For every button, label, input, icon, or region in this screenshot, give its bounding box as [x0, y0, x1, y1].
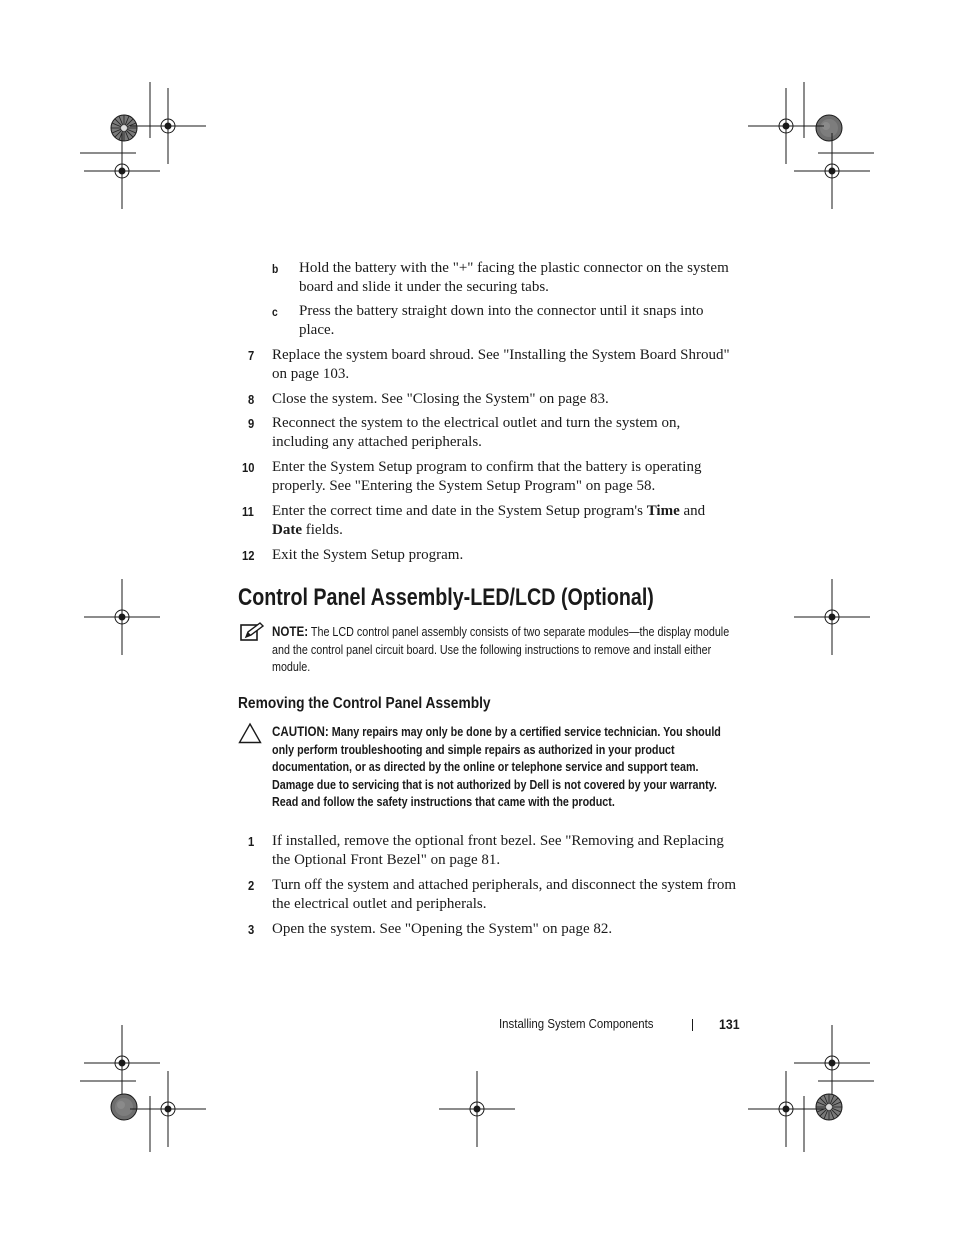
step-number: 3 — [248, 922, 255, 937]
step-text: Replace the system board shroud. See "Installing the System Board Shroud" on page 103. — [272, 347, 730, 382]
footer-chapter-title: Installing System Components — [499, 1016, 654, 1031]
step-text: Enter the correct time and date in the System Setup program's Time and Date fields. — [272, 503, 706, 538]
note-label: NOTE: — [272, 624, 309, 639]
step-number: 11 — [242, 504, 254, 519]
page-number: 131 — [719, 1016, 740, 1032]
step-text: Turn off the system and attached peripherals, and disconnect the system from the electrical outlet and peripherals. — [272, 877, 737, 912]
step-text: Reconnect the system to the electrical outlet and turn the system on, including any attached peripherals. — [272, 415, 681, 450]
subsection-heading: Removing the Control Panel Assembly — [238, 695, 491, 712]
step-number: 8 — [248, 392, 255, 407]
step-text: Press the battery straight down into the connector until it snaps into place. — [299, 303, 704, 338]
footer-divider — [692, 1019, 693, 1031]
step-text: If installed, remove the optional front bezel. See "Removing and Replacing the Optional Front Bezel" on page 81. — [272, 833, 724, 868]
step-number: 7 — [248, 348, 255, 363]
field-name-time: Time — [646, 503, 680, 519]
step-text: Exit the System Setup program. — [272, 547, 464, 563]
pencil-note-icon — [240, 622, 264, 642]
step-text: Open the system. See "Opening the System" on page 82. — [272, 921, 613, 937]
step-text: Enter the System Setup program to confirm that the battery is operating properly. See "Entering the System Setup Program" on page 58. — [272, 459, 702, 494]
step-number: 10 — [242, 460, 255, 475]
step-number: 2 — [248, 878, 255, 893]
step-number: 9 — [248, 416, 255, 431]
note-block — [272, 623, 733, 677]
note-text: The LCD control panel assembly consists of two separate modules—the display module and the control panel circuit board. Use the following instructions to remove and install either module. — [272, 625, 730, 674]
step-text: Close the system. See "Closing the System" on page 83. — [272, 391, 609, 407]
caution-text: Many repairs may only be done by a certified service technician. You should only perform troubleshooting and simple repairs as authorized in your product documentation, or as directed by the online or telephone service and support team. Damage due to servicing that is not authorized by Dell is not covered by your warranty. Read and follow the safety instructions that came with the product. — [272, 725, 721, 809]
step-marker: b — [272, 262, 279, 276]
warning-triangle-icon — [238, 722, 262, 744]
step-number: 1 — [248, 834, 255, 849]
step-marker: c — [272, 305, 278, 319]
step-text: Hold the battery with the "+" facing the plastic connector on the system board and slide it under the securing tabs. — [299, 260, 729, 295]
step-number: 12 — [242, 548, 255, 563]
caution-label: CAUTION: — [272, 724, 329, 739]
field-name-date: Date — [272, 522, 302, 538]
section-heading: Control Panel Assembly-LED/LCD (Optional) — [238, 584, 654, 611]
caution-block — [272, 723, 733, 812]
